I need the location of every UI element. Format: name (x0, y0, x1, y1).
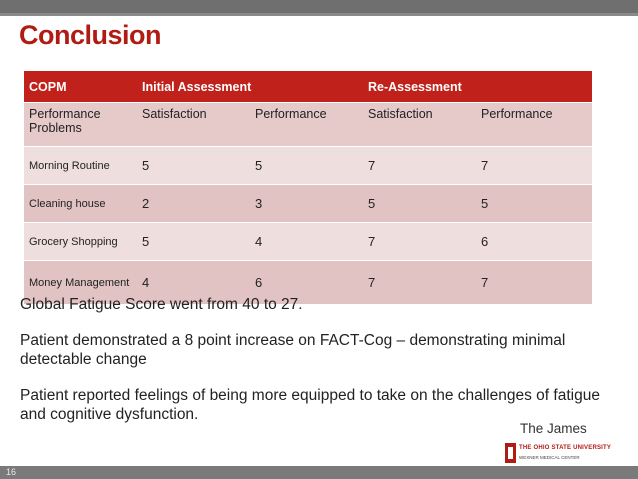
table-header-row (24, 71, 592, 103)
table-cell: 5 (476, 185, 592, 223)
table-cell: 7 (363, 223, 476, 261)
subheader-cell: Performance (250, 103, 363, 147)
medical-center-name: WEXNER MEDICAL CENTER (519, 455, 580, 460)
table-cell: 6 (476, 223, 592, 261)
subheader-cell: Satisfaction (363, 103, 476, 147)
row-label: Grocery Shopping (24, 223, 137, 261)
table-row (24, 185, 592, 223)
table-cell: 2 (137, 185, 250, 223)
table-cell: 5 (137, 147, 250, 185)
subheader-cell: Performance Problems (24, 103, 137, 147)
header-initial-assessment: Initial Assessment (137, 71, 363, 103)
osu-block-o-icon (505, 443, 516, 463)
table-row (24, 223, 592, 261)
footer-bar (0, 466, 638, 479)
top-bar (0, 0, 638, 16)
table-cell: 6 (250, 261, 363, 305)
header-re-assessment: Re-Assessment (363, 71, 592, 103)
top-bar-stripe (0, 13, 638, 16)
patient-report-text: Patient reported feelings of being more equipped to take on the challenges of fatigue and cognitive dysfunction. (20, 387, 600, 423)
table-cell: 5 (250, 147, 363, 185)
table-cell: 4 (137, 261, 250, 305)
slide-title: Conclusion (19, 20, 161, 50)
table-cell: 5 (137, 223, 250, 261)
university-name: THE OHIO STATE UNIVERSITY (519, 445, 612, 451)
fact-cog-text: Patient demonstrated a 8 point increase on FACT-Cog – demonstrating minimal detectable change (20, 332, 566, 368)
the-james-brand: The James (520, 421, 587, 436)
subheader-cell: Performance (476, 103, 592, 147)
table-subheader-row (24, 103, 592, 147)
table-cell: 7 (363, 261, 476, 305)
row-label: Money Management (24, 261, 137, 305)
table-cell: 3 (250, 185, 363, 223)
copm-table (24, 71, 592, 305)
table-cell: 5 (363, 185, 476, 223)
subheader-cell: Satisfaction (137, 103, 250, 147)
osu-wexner-logo (505, 443, 625, 465)
table-cell: 7 (363, 147, 476, 185)
header-copm: COPM (24, 71, 137, 103)
row-label: Morning Routine (24, 147, 137, 185)
page-number: 16 (6, 467, 17, 477)
fatigue-score-text: Global Fatigue Score went from 40 to 27. (20, 296, 303, 313)
row-label: Cleaning house (24, 185, 137, 223)
table-cell: 7 (476, 261, 592, 305)
table-row (24, 147, 592, 185)
table-cell: 4 (250, 223, 363, 261)
table-cell: 7 (476, 147, 592, 185)
